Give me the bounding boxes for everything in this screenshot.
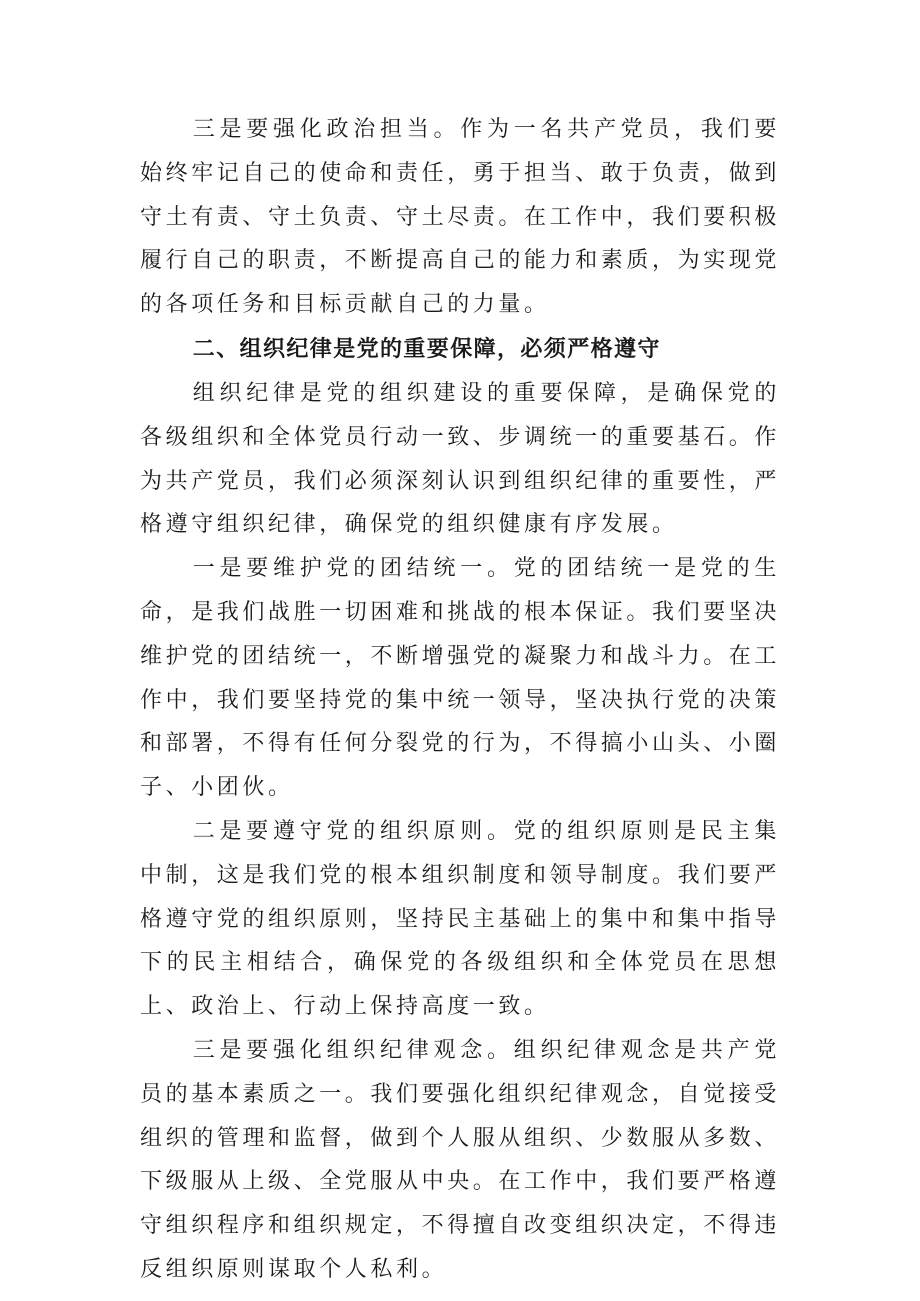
paragraph-political-responsibility: 三是要强化政治担当。作为一名共产党员，我们要始终牢记自己的使命和责任，勇于担当、敢于负责，做到守土有责、守土负责、守土尽责。在工作中，我们要积极履行自己的职责，不断提高自己的能力和素质，为实现党的各项任务和目标贡献自己的力量。: [140, 117, 781, 318]
paragraph-discipline-awareness: 三是要强化组织纪律观念。组织纪律观念是共产党员的基本素质之一。我们要强化组织纪律观念，自觉接受组织的管理和监督，做到个人服从组织、少数服从多数、下级服从上级、全党服从中央。在工作中，我们要严格遵守组织程序和组织规定，不得擅自改变组织决定，不得违反组织原则谋取个人私利。: [140, 1037, 781, 1282]
paragraph-org-principles: 二是要遵守党的组织原则。党的组织原则是民主集中制，这是我们党的根本组织制度和领导制度。我们要严格遵守党的组织原则，坚持民主基础上的集中和集中指导下的民主相结合，确保党的各级组织和全体党员在思想上、政治上、行动上保持高度一致。: [140, 818, 781, 1020]
paragraph-org-discipline-intro: 组织纪律是党的组织建设的重要保障，是确保党的各级组织和全体党员行动一致、步调统一的重要基石。作为共产党员，我们必须深刻认识到组织纪律的重要性，严格遵守组织纪律，确保党的组织健康有序发展。: [140, 380, 781, 538]
paragraph-unity: 一是要维护党的团结统一。党的团结统一是党的生命，是我们战胜一切困难和挑战的根本保证。我们要坚决维护党的团结统一，不断增强党的凝聚力和战斗力。在工作中，我们要坚持党的集中统一领导，坚决执行党的决策和部署，不得有任何分裂党的行为，不得搞小山头、小圈子、小团伙。: [140, 556, 781, 801]
document-body: [140, 108, 780, 1292]
section-heading-org-discipline: 二、组织纪律是党的重要保障，必须严格遵守: [192, 336, 661, 362]
